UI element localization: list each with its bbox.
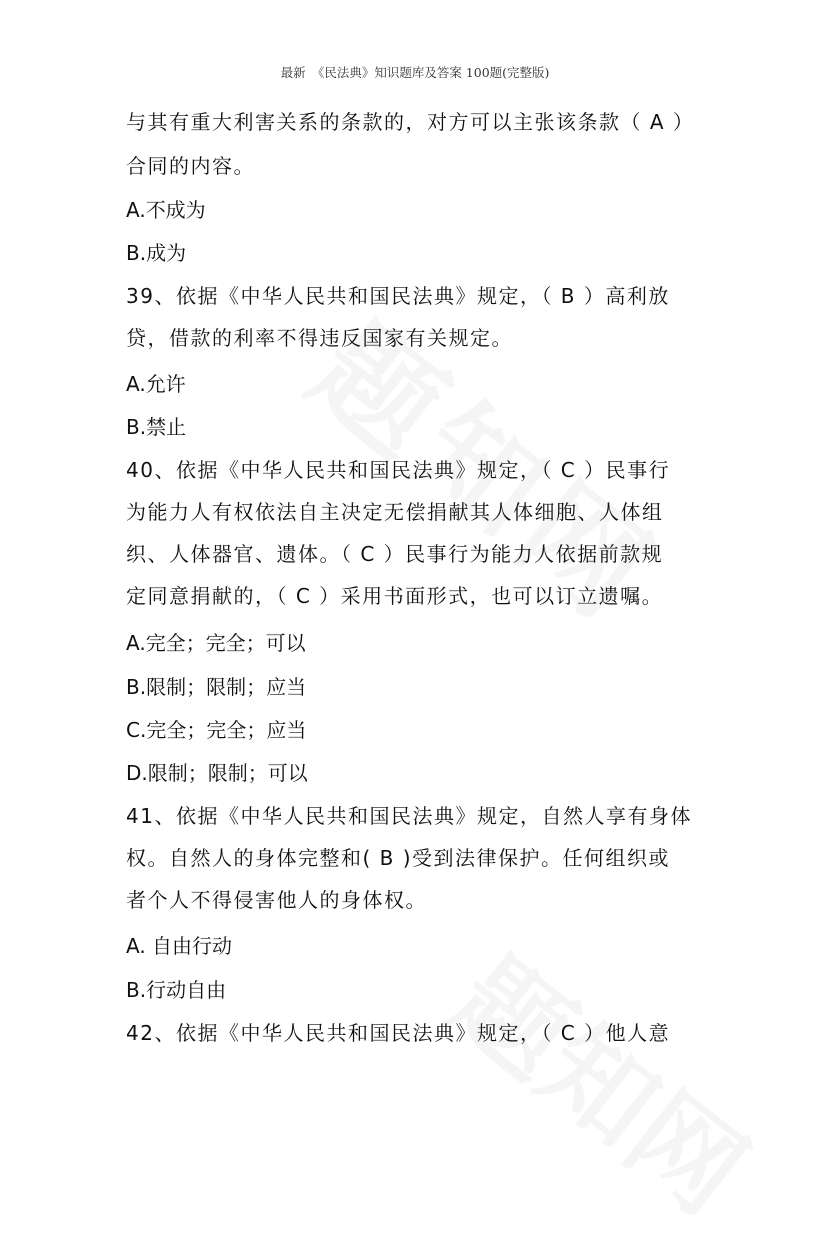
question-text-line: 定同意捐献的，（ C ）采用书面形式，也可以订立遗嘱。 [126,584,664,608]
answer-option: A. 自由行动 [126,934,233,958]
question-40: 40、依据《中华人民共和国民法典》规定，（ C ）民事行 [126,458,671,482]
question-text-line: 权。自然人的身体完整和( B )受到法律保护。任何组织或 [126,846,671,870]
question-39: 39、依据《中华人民共和国民法典》规定，（ B ）高利放 [126,284,670,308]
question-text-line: 者个人不得侵害他人的身体权。 [126,888,427,912]
answer-option: A.允许 [126,372,186,396]
question-text-line: 合同的内容。 [126,154,255,178]
question-text-line: 为能力人有权依法自主决定无偿捐献其人体细胞、人体组 [126,500,664,524]
answer-option: B.行动自由 [126,978,227,1002]
answer-option: B.禁止 [126,415,187,439]
question-text-line: 与其有重大利害关系的条款的，对方可以主张该条款（ A ） [126,110,695,134]
answer-option: B.限制；限制；应当 [126,675,307,699]
answer-option: C.完全；完全；应当 [126,718,307,742]
answer-option: B.成为 [126,241,187,265]
question-41: 41、依据《中华人民共和国民法典》规定，自然人享有身体 [126,804,692,828]
question-42: 42、依据《中华人民共和国民法典》规定，（ C ）他人意 [126,1021,671,1045]
answer-option: D.限制；限制；可以 [126,761,308,785]
answer-option: A.完全；完全；可以 [126,631,306,655]
watermark [426,915,783,1243]
answer-option: A.不成为 [126,198,206,222]
question-text-line: 织、人体器官、遗体。（ C ）民事行为能力人依据前款规 [126,542,664,566]
question-text-line: 贷，借款的利率不得违反国家有关规定。 [126,326,513,350]
page-header: 最新 《民法典》知识题库及答案 100题(完整版) [280,65,550,80]
